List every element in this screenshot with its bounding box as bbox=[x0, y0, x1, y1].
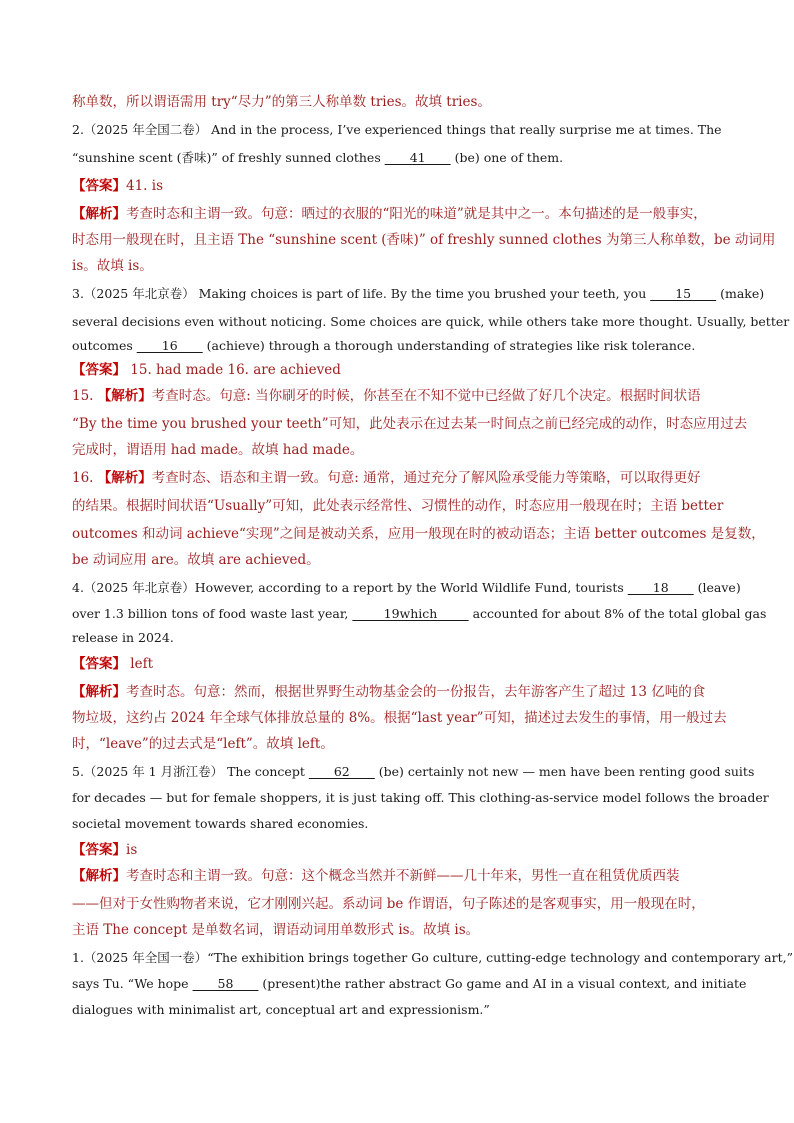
fill-blank: ____41____ bbox=[384, 150, 451, 165]
answer-line: 【答案】 15. had made 16. are achieved bbox=[72, 362, 341, 378]
question-line: for decades — but for female shoppers, it is just taking off. This clothing-as-service model follows the broader bbox=[72, 790, 769, 805]
question-line: release in 2024. bbox=[72, 630, 174, 645]
explanation-line: “By the time you brushed your teeth”可知，此处表示在过去某一时间点之前已经完成的动作，时态应用过去 bbox=[72, 416, 748, 432]
explanation-line: ——但对于女性购物者来说，它才刚刚兴起。系动词 be 作谓语，句子陈述的是客观事实，用一般现在时， bbox=[72, 896, 705, 912]
question-line: 3.（2025 年北京卷） Making choices is part of life. By the time you brushed your teeth, you ____15____ (make) bbox=[72, 286, 765, 301]
explanation-line: 物垃圾，这约占 2024 年全球气体排放总量的 8%。根据“last year”可知，描述过去发生的事情，用一般过去 bbox=[72, 710, 727, 726]
explanation-line: outcomes 和动词 achieve“实现”之间是被动关系，应用一般现在时的被动语态；主语 better outcomes 是复数， bbox=[72, 526, 765, 542]
explanation-line: 完成时，谓语用 had made。故填 had made。 bbox=[72, 442, 364, 458]
answer-tag: 【解析】 bbox=[97, 388, 152, 404]
answer-tag: 【答案】 bbox=[72, 178, 126, 194]
answer-tag: 【解析】 bbox=[72, 684, 126, 700]
question-line: societal movement towards shared economies. bbox=[72, 816, 369, 831]
question-line: “sunshine scent (香味)” of freshly sunned clothes ____41____ (be) one of them. bbox=[72, 150, 564, 165]
answer-tag: 【解析】 bbox=[97, 470, 152, 486]
explanation-line: 时态用一般现在时，且主语 The “sunshine scent (香味)” of freshly sunned clothes 为第三人称单数，be 动词用 bbox=[72, 232, 776, 248]
answer-tag: 【答案】 bbox=[72, 842, 126, 858]
explanation-line: 时，“leave”的过去式是“left”。故填 left。 bbox=[72, 736, 334, 752]
explanation-line: 称单数，所以谓语需用 try“尽力”的第三人称单数 tries。故填 tries。 bbox=[72, 94, 491, 110]
explanation-line: be 动词应用 are。故填 are achieved。 bbox=[72, 552, 320, 568]
answer-tag: 【解析】 bbox=[72, 206, 126, 222]
explanation-line: is。故填 is。 bbox=[72, 258, 153, 274]
explanation-line: 主语 The concept 是单数名词，谓语动词用单数形式 is。故填 is。 bbox=[72, 922, 480, 938]
explanation-line: 的结果。根据时间状语“Usually”可知，此处表示经常性、习惯性的动作，时态应用一般现在时；主语 better bbox=[72, 498, 724, 514]
fill-blank: ____15____ bbox=[650, 286, 717, 301]
answer-line: 【答案】 left bbox=[72, 656, 154, 672]
fill-blank: _____19which_____ bbox=[352, 606, 469, 621]
question-line: 2.（2025 年全国二卷） And in the process, I’ve experienced things that really surprise me at times. The bbox=[72, 122, 722, 137]
answer-tag: 【解析】 bbox=[72, 868, 126, 884]
question-line: several decisions even without noticing. Some choices are quick, while others take more thought. Usually, better bbox=[72, 314, 790, 329]
question-line: says Tu. “We hope ____58____ (present)the rather abstract Go game and AI in a visual context, and initiate bbox=[72, 976, 747, 991]
answer-line: 【答案】41. is bbox=[72, 178, 164, 194]
analysis-line: 16. 【解析】考查时态、语态和主谓一致。句意: 通常，通过充分了解风险承受能力等策略，可以取得更好 bbox=[72, 470, 701, 486]
analysis-line: 【解析】考查时态。句意：然而，根据世界野生动物基金会的一份报告，去年游客产生了超过 13 亿吨的食 bbox=[72, 684, 706, 700]
question-line: 4.（2025 年北京卷）However, according to a report by the World Wildlife Fund, tourists ____18____ (leave) bbox=[72, 580, 741, 595]
question-line: 5.（2025 年 1 月浙江卷） The concept ____62____ (be) certainly not new — men have been renting good suits bbox=[72, 764, 755, 779]
answer-tag: 【答案】 bbox=[72, 656, 126, 672]
question-line: dialogues with minimalist art, conceptual art and expressionism.” bbox=[72, 1002, 490, 1017]
question-line: over 1.3 billion tons of food waste last year, _____19which_____ accounted for about 8% of the total global gas bbox=[72, 606, 767, 621]
question-line: outcomes ____16____ (achieve) through a thorough understanding of strategies like risk tolerance. bbox=[72, 338, 696, 353]
answer-line: 【答案】is bbox=[72, 842, 138, 858]
fill-blank: ____62____ bbox=[308, 764, 375, 779]
fill-blank: ____58____ bbox=[192, 976, 259, 991]
fill-blank: ____16____ bbox=[136, 338, 203, 353]
analysis-line: 【解析】考查时态和主谓一致。句意：这个概念当然并不新鲜——几十年来，男性一直在租赁优质西装 bbox=[72, 868, 680, 884]
analysis-line: 15. 【解析】考查时态。句意: 当你刷牙的时候，你甚至在不知不觉中已经做了好几个决定。根据时间状语 bbox=[72, 388, 701, 404]
fill-blank: ____18____ bbox=[627, 580, 694, 595]
answer-tag: 【答案】 bbox=[72, 362, 126, 378]
question-line: 1.（2025 年全国一卷）“The exhibition brings together Go culture, cutting-edge technology and contemporary art,” bbox=[72, 950, 793, 965]
analysis-line: 【解析】考查时态和主谓一致。句意：晒过的衣服的“阳光的味道”就是其中之一。本句描述的是一般事实， bbox=[72, 206, 707, 222]
